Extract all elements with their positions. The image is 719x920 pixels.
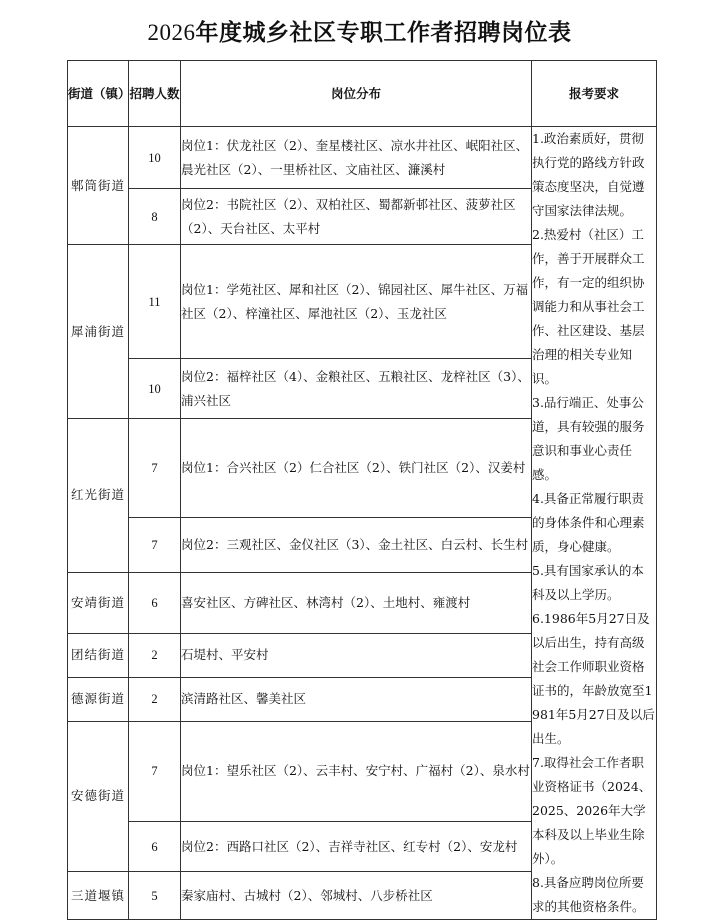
- district-cell: 德源街道: [68, 677, 129, 721]
- positions-cell: 岗位1：学苑社区、犀和社区（2）、锦园社区、犀牛社区、万福社区（2）、梓潼社区、犀池社区（2）、玉龙社区: [181, 245, 532, 359]
- requirement-item: 5.具有国家承认的本科及以上学历。: [532, 563, 644, 602]
- district-cell: 团结街道: [68, 633, 129, 677]
- positions-cell: 岗位1：合兴社区（2）仁合社区（2）、铁门社区（2）、汉姜村: [181, 419, 532, 517]
- positions-cell: 岗位2：三观社区、金仪社区（3）、金土社区、白云村、长生村: [181, 517, 532, 572]
- count-cell: 8: [129, 189, 181, 245]
- requirement-item: 2.热爱村（社区）工作，善于开展群众工作，有一定的组织协调能力和从事社会工作、社区建设、基层治理的相关专业知识。: [532, 227, 645, 386]
- positions-cell: 喜安社区、方碑社区、林湾村（2）、土地村、雍渡村: [181, 572, 532, 633]
- requirement-item: 7.取得社会工作者职业资格证书（2024、2025、2026年大学本科及以上毕业生除外）。: [532, 755, 652, 866]
- count-cell: 2: [129, 677, 181, 721]
- positions-cell: 岗位2：福梓社区（4）、金粮社区、五粮社区、龙梓社区（3）、浦兴社区: [181, 359, 532, 419]
- positions-cell: 石堤村、平安村: [181, 633, 532, 677]
- requirement-item: 1.政治素质好，贯彻执行党的路线方针政策态度坚决，自觉遵守国家法律法规。: [532, 131, 645, 218]
- district-cell: 红光街道: [68, 419, 129, 572]
- recruitment-table: [67, 60, 657, 920]
- count-cell: 10: [129, 359, 181, 419]
- requirement-item: 6.1986年5月27日及以后出生，持有高级社会工作师职业资格证书的，年龄放宽至1981年5月27日及以后出生。: [532, 611, 655, 746]
- count-cell: 10: [129, 127, 181, 189]
- count-cell: 6: [129, 822, 181, 872]
- count-cell: 11: [129, 245, 181, 359]
- header-district: 街道（镇）: [68, 61, 129, 127]
- count-cell: 7: [129, 721, 181, 821]
- positions-cell: 岗位2：书院社区（2）、双柏社区、蜀都新邨社区、菠萝社区（2）、天台社区、太平村: [181, 189, 532, 245]
- table-header-row: [68, 61, 657, 127]
- requirement-item: 3.品行端正、处事公道，具有较强的服务意识和事业心责任感。: [532, 395, 645, 482]
- count-cell: 2: [129, 633, 181, 677]
- district-cell: 三道堰镇: [68, 872, 129, 920]
- count-cell: 5: [129, 872, 181, 920]
- count-cell: 7: [129, 517, 181, 572]
- requirement-item: 8.具备应聘岗位所要求的其他资格条件。: [532, 875, 645, 914]
- table-row: [68, 127, 657, 189]
- positions-cell: 岗位1：伏龙社区（2）、奎星楼社区、凉水井社区、岷阳社区、晨光社区（2）、一里桥社区、文庙社区、濂溪村: [181, 127, 532, 189]
- title-year: 2026: [147, 20, 196, 45]
- title-text: 年度城乡社区专职工作者招聘岗位表: [195, 19, 572, 46]
- header-count: 招聘人数: [129, 61, 181, 127]
- positions-cell: 岗位1：望乐社区（2）、云丰村、安宁村、广福村（2）、泉水村: [181, 721, 532, 821]
- district-cell: 犀浦街道: [68, 245, 129, 419]
- positions-cell: 岗位2：西路口社区（2）、吉祥寺社区、红专村（2）、安龙村: [181, 822, 532, 872]
- header-positions: 岗位分布: [181, 61, 532, 127]
- header-requirements: 报考要求: [532, 61, 657, 127]
- requirement-item: 4.具备正常履行职责的身体条件和心理素质，身心健康。: [532, 491, 645, 554]
- page-title: [0, 14, 719, 47]
- count-cell: 6: [129, 572, 181, 633]
- district-cell: 安靖街道: [68, 572, 129, 633]
- district-cell: 安德街道: [68, 721, 129, 871]
- count-cell: 7: [129, 419, 181, 517]
- district-cell: 郫筒街道: [68, 127, 129, 245]
- positions-cell: 滨清路社区、馨美社区: [181, 677, 532, 721]
- positions-cell: 秦家庙村、古城村（2）、邻城村、八步桥社区: [181, 872, 532, 920]
- requirements-cell: [532, 127, 657, 920]
